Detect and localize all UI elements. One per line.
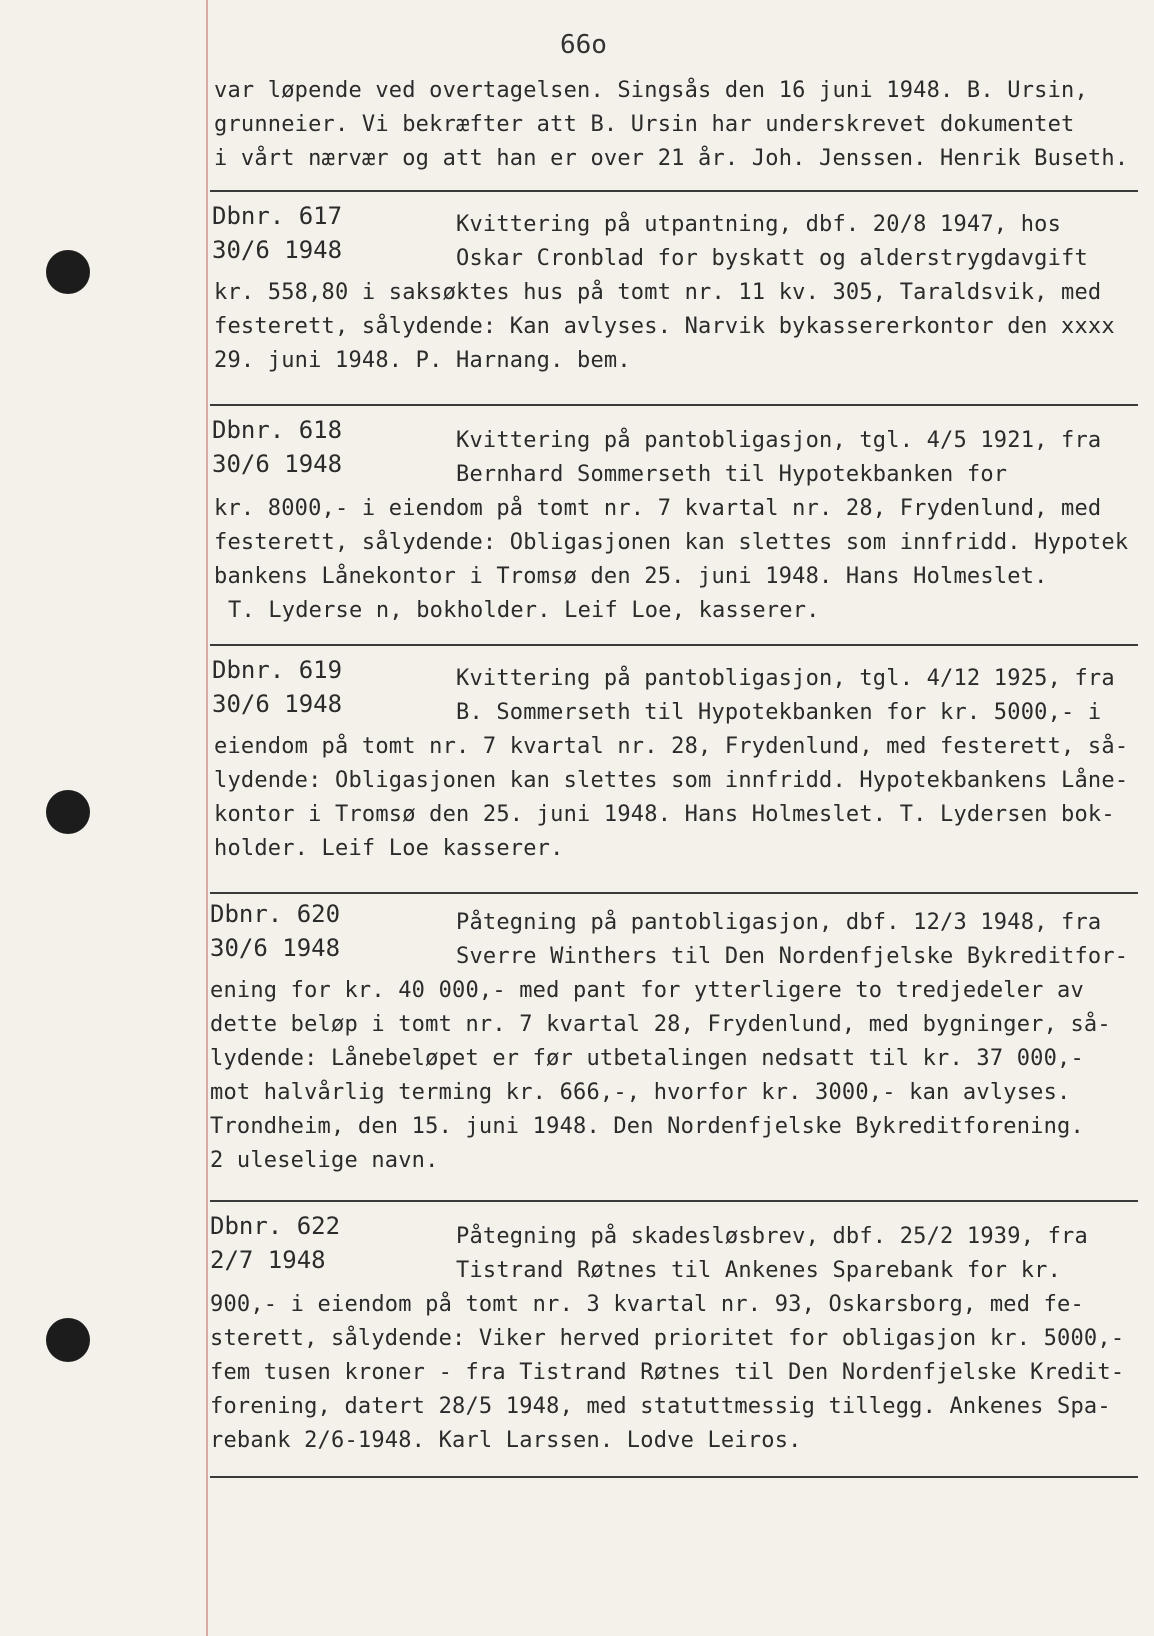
text-line: 900,- i eiendom på tomt nr. 3 kvartal nr. 93, Oskarsborg, med fe- (210, 1292, 1084, 1317)
entry-divider (210, 644, 1138, 646)
text-line: Tistrand Røtnes til Ankenes Sparebank for kr. (456, 1258, 1062, 1283)
text-line: 2 uleselige navn. (210, 1148, 439, 1173)
punch-hole (46, 1318, 90, 1362)
text-line: 29. juni 1948. P. Harnang. bem. (214, 348, 631, 373)
entry-date: 30/6 1948 (212, 450, 343, 478)
text-line: mot halvårlig terming kr. 666,-, hvorfor kr. 3000,- kan avlyses. (210, 1080, 1071, 1105)
text-line: Kvittering på utpantning, dbf. 20/8 1947, hos (456, 212, 1062, 237)
text-line: lydende: Obligasjonen kan slettes som innfridd. Hypotekbankens Låne- (214, 768, 1129, 793)
text-line: lydende: Lånebeløpet er før utbetalingen nedsatt til kr. 37 000,- (210, 1046, 1084, 1071)
text-line: sterett, sålydende: Viker herved prioritet for obligasjon kr. 5000,- (210, 1326, 1125, 1351)
text-line: fem tusen kroner - fra Tistrand Røtnes til Den Nordenfjelske Kredit- (210, 1360, 1125, 1385)
entry-dbnr: Dbnr. 622 (210, 1212, 341, 1240)
text-line: Påtegning på skadesløsbrev, dbf. 25/2 1939, fra (456, 1224, 1088, 1249)
text-line: ening for kr. 40 000,- med pant for ytterligere to tredjedeler av (210, 978, 1084, 1003)
entry-dbnr: Dbnr. 620 (210, 900, 341, 928)
text-line: holder. Leif Loe kasserer. (214, 836, 564, 861)
entry-divider (210, 1476, 1138, 1478)
text-line: i vårt nærvær og att han er over 21 år. Joh. Jenssen. Henrik Buseth. (214, 146, 1129, 171)
entry-dbnr: Dbnr. 618 (212, 416, 343, 444)
entry-date: 30/6 1948 (212, 236, 343, 264)
text-line: festerett, sålydende: Obligasjonen kan slettes som innfridd. Hypotek (214, 530, 1129, 555)
text-line: kr. 558,80 i saksøktes hus på tomt nr. 11 kv. 305, Taraldsvik, med (214, 280, 1102, 305)
text-line: bankens Lånekontor i Tromsø den 25. juni 1948. Hans Holmeslet. (214, 564, 1048, 589)
text-line: Trondheim, den 15. juni 1948. Den Nordenfjelske Bykreditforening. (210, 1114, 1084, 1139)
entry-divider (210, 1200, 1138, 1202)
entry-dbnr: Dbnr. 619 (212, 656, 343, 684)
text-line: var løpende ved overtagelsen. Singsås den 16 juni 1948. B. Ursin, (214, 78, 1088, 103)
entry-dbnr: Dbnr. 617 (212, 202, 343, 230)
punch-hole (46, 790, 90, 834)
text-line: festerett, sålydende: Kan avlyses. Narvik bykassererkontor den xxxx (214, 314, 1115, 339)
text-line: kontor i Tromsø den 25. juni 1948. Hans Holmeslet. T. Lydersen bok- (214, 802, 1115, 827)
entry-date: 30/6 1948 (212, 690, 343, 718)
text-line: B. Sommerseth til Hypotekbanken for kr. 5000,- i (456, 700, 1102, 725)
page-number: 66o (560, 30, 607, 60)
text-line: T. Lyderse n, bokholder. Leif Loe, kasserer. (228, 598, 820, 623)
text-line: eiendom på tomt nr. 7 kvartal nr. 28, Frydenlund, med festerett, så- (214, 734, 1129, 759)
entry-date: 30/6 1948 (210, 934, 341, 962)
text-line: forening, datert 28/5 1948, med statuttmessig tillegg. Ankenes Spa- (210, 1394, 1111, 1419)
margin-line (206, 0, 208, 1636)
entry-divider (210, 892, 1138, 894)
text-line: dette beløp i tomt nr. 7 kvartal 28, Frydenlund, med bygninger, så- (210, 1012, 1111, 1037)
text-line: Påtegning på pantobligasjon, dbf. 12/3 1948, fra (456, 910, 1102, 935)
text-line: rebank 2/6-1948. Karl Larssen. Lodve Leiros. (210, 1428, 802, 1453)
text-line: grunneier. Vi bekræfter att B. Ursin har underskrevet dokumentet (214, 112, 1075, 137)
entry-date: 2/7 1948 (210, 1246, 326, 1274)
punch-hole (46, 250, 90, 294)
entry-divider (210, 190, 1138, 192)
text-line: Sverre Winthers til Den Nordenfjelske Bykreditfor- (456, 944, 1129, 969)
text-line: Oskar Cronblad for byskatt og alderstrygdavgift (456, 246, 1088, 271)
text-line: kr. 8000,- i eiendom på tomt nr. 7 kvartal nr. 28, Frydenlund, med (214, 496, 1102, 521)
entry-divider (210, 404, 1138, 406)
text-line: Bernhard Sommerseth til Hypotekbanken for (456, 462, 1008, 487)
text-line: Kvittering på pantobligasjon, tgl. 4/5 1921, fra (456, 428, 1102, 453)
text-line: Kvittering på pantobligasjon, tgl. 4/12 1925, fra (456, 666, 1115, 691)
